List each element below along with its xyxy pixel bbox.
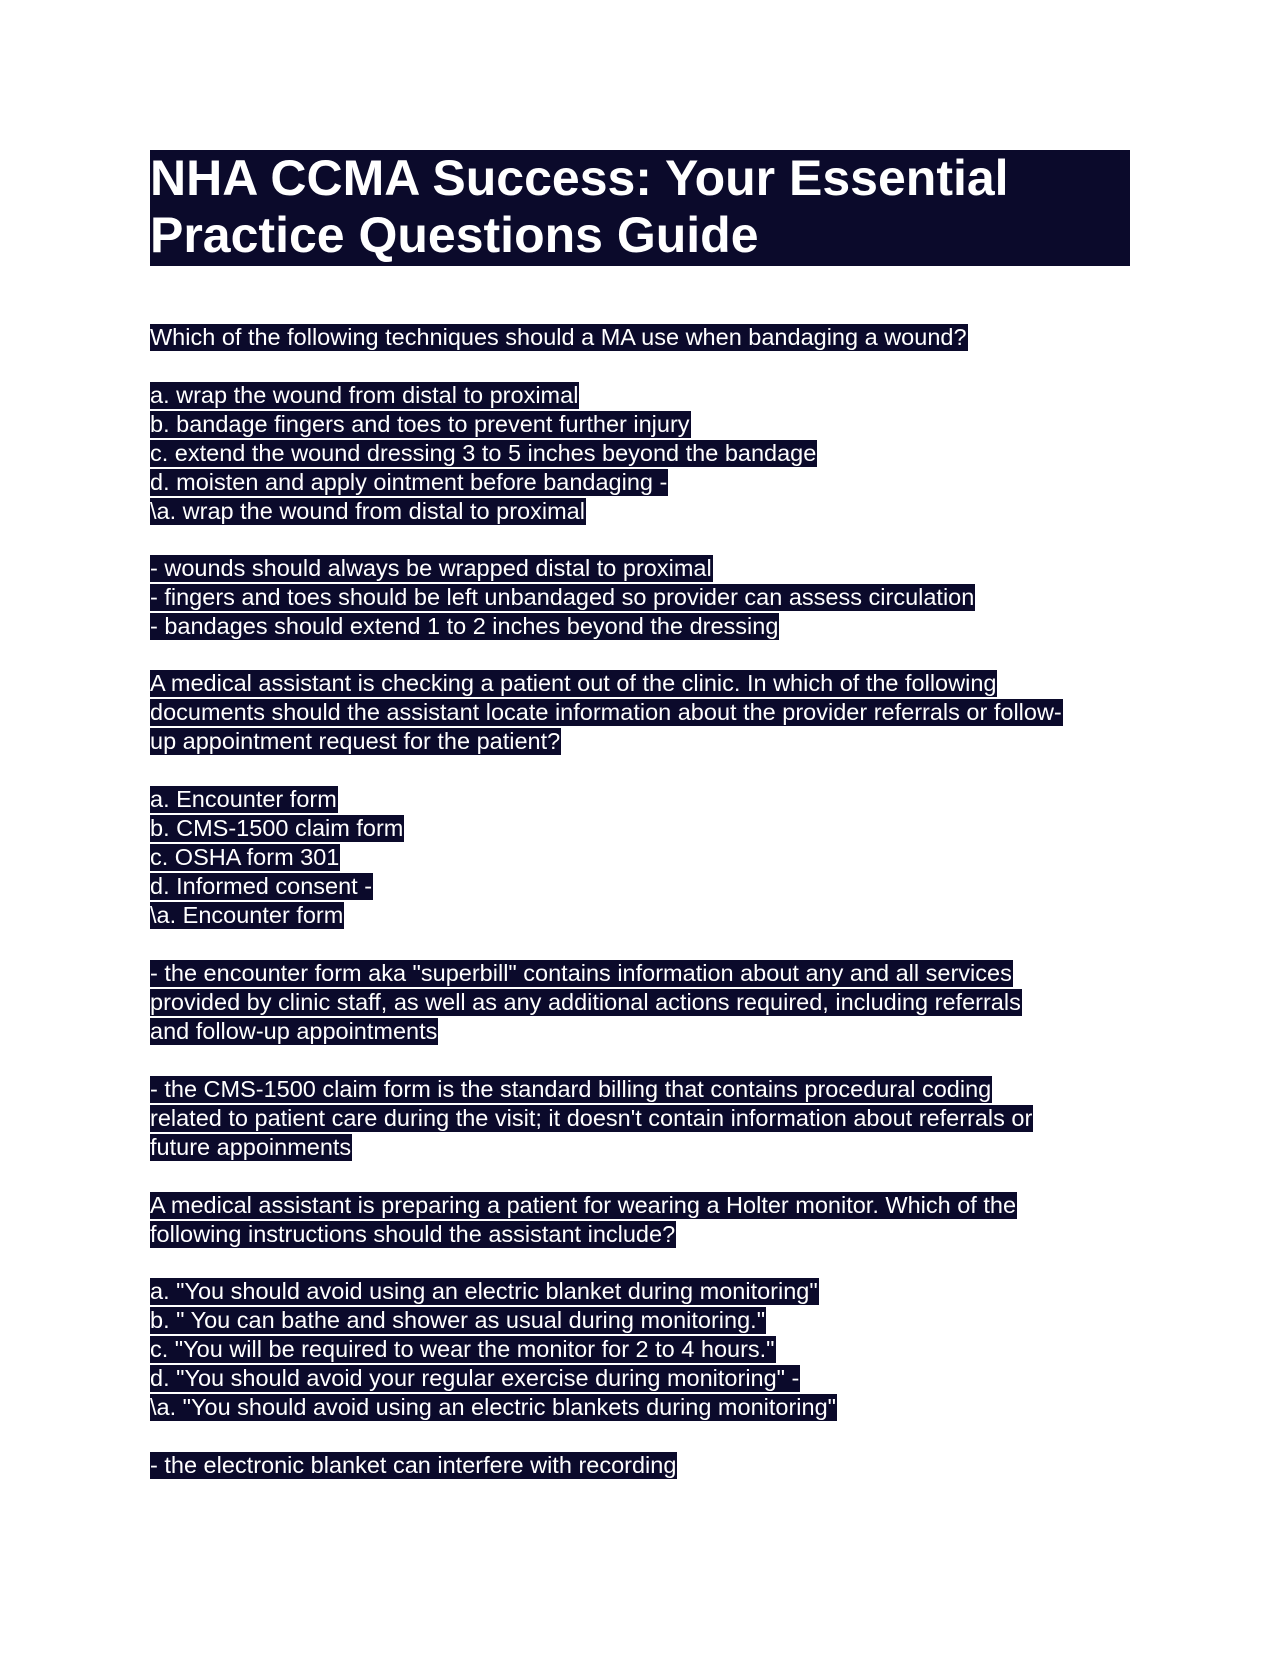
question-2-explanation-2-line-1: - the CMS-1500 claim form is the standard billing that contains procedural coding	[150, 1076, 992, 1102]
question-1-option-c: c. extend the wound dressing 3 to 5 inches beyond the bandage	[150, 440, 817, 466]
question-1-option-a: a. wrap the wound from distal to proximal	[150, 382, 579, 408]
question-2-option-c: c. OSHA form 301	[150, 844, 340, 870]
question-2-option-a: a. Encounter form	[150, 786, 337, 812]
question-3-text-line-1: A medical assistant is preparing a patient for wearing a Holter monitor. Which of the	[150, 1192, 1017, 1218]
question-2-explanation-1-line-3: and follow-up appointments	[150, 1018, 438, 1044]
question-2-text-line-1: A medical assistant is checking a patient out of the clinic. In which of the following	[150, 670, 997, 696]
page-title-line-2: Practice Questions Guide	[150, 207, 759, 263]
question-1-option-b: b. bandage fingers and toes to prevent further injury	[150, 411, 690, 437]
question-2-text-line-3: up appointment request for the patient?	[150, 728, 561, 754]
question-3-explanation-1: - the electronic blanket can interfere with recording	[150, 1452, 677, 1478]
question-3-option-a: a. "You should avoid using an electric blanket during monitoring"	[150, 1278, 818, 1304]
question-3-option-b: b. " You can bathe and shower as usual during monitoring."	[150, 1307, 766, 1333]
question-2-explanation-1-line-2: provided by clinic staff, as well as any additional actions required, including referrals	[150, 989, 1021, 1015]
question-3-text-line-2: following instructions should the assistant include?	[150, 1221, 676, 1247]
question-2-text-line-2: documents should the assistant locate information about the provider referrals or follow-	[150, 699, 1062, 725]
page-title-line-1: NHA CCMA Success: Your Essential	[150, 150, 1009, 206]
question-2-option-b: b. CMS-1500 claim form	[150, 815, 404, 841]
question-2-option-d: d. Informed consent -	[150, 873, 373, 899]
question-1-option-d: d. moisten and apply ointment before bandaging -	[150, 469, 668, 495]
question-2-answer: \a. Encounter form	[150, 902, 344, 928]
question-1-explanation-3: - bandages should extend 1 to 2 inches beyond the dressing	[150, 613, 779, 639]
question-1-explanation-2: - fingers and toes should be left unbandaged so provider can assess circulation	[150, 584, 975, 610]
question-2-explanation-2-line-3: future appoinments	[150, 1134, 352, 1160]
question-1-answer: \a. wrap the wound from distal to proximal	[150, 498, 585, 524]
question-1-explanation-1: - wounds should always be wrapped distal to proximal	[150, 555, 712, 581]
question-3-answer: \a. "You should avoid using an electric blankets during monitoring"	[150, 1394, 836, 1420]
question-3-option-d: d. "You should avoid your regular exercise during monitoring" -	[150, 1365, 800, 1391]
question-1-text: Which of the following techniques should a MA use when bandaging a wound?	[150, 324, 967, 350]
question-3-option-c: c. "You will be required to wear the monitor for 2 to 4 hours."	[150, 1336, 775, 1362]
question-2-explanation-2-line-2: related to patient care during the visit; it doesn't contain information about referrals or	[150, 1105, 1033, 1131]
question-2-explanation-1-line-1: - the encounter form aka "superbill" contains information about any and all services	[150, 960, 1012, 986]
